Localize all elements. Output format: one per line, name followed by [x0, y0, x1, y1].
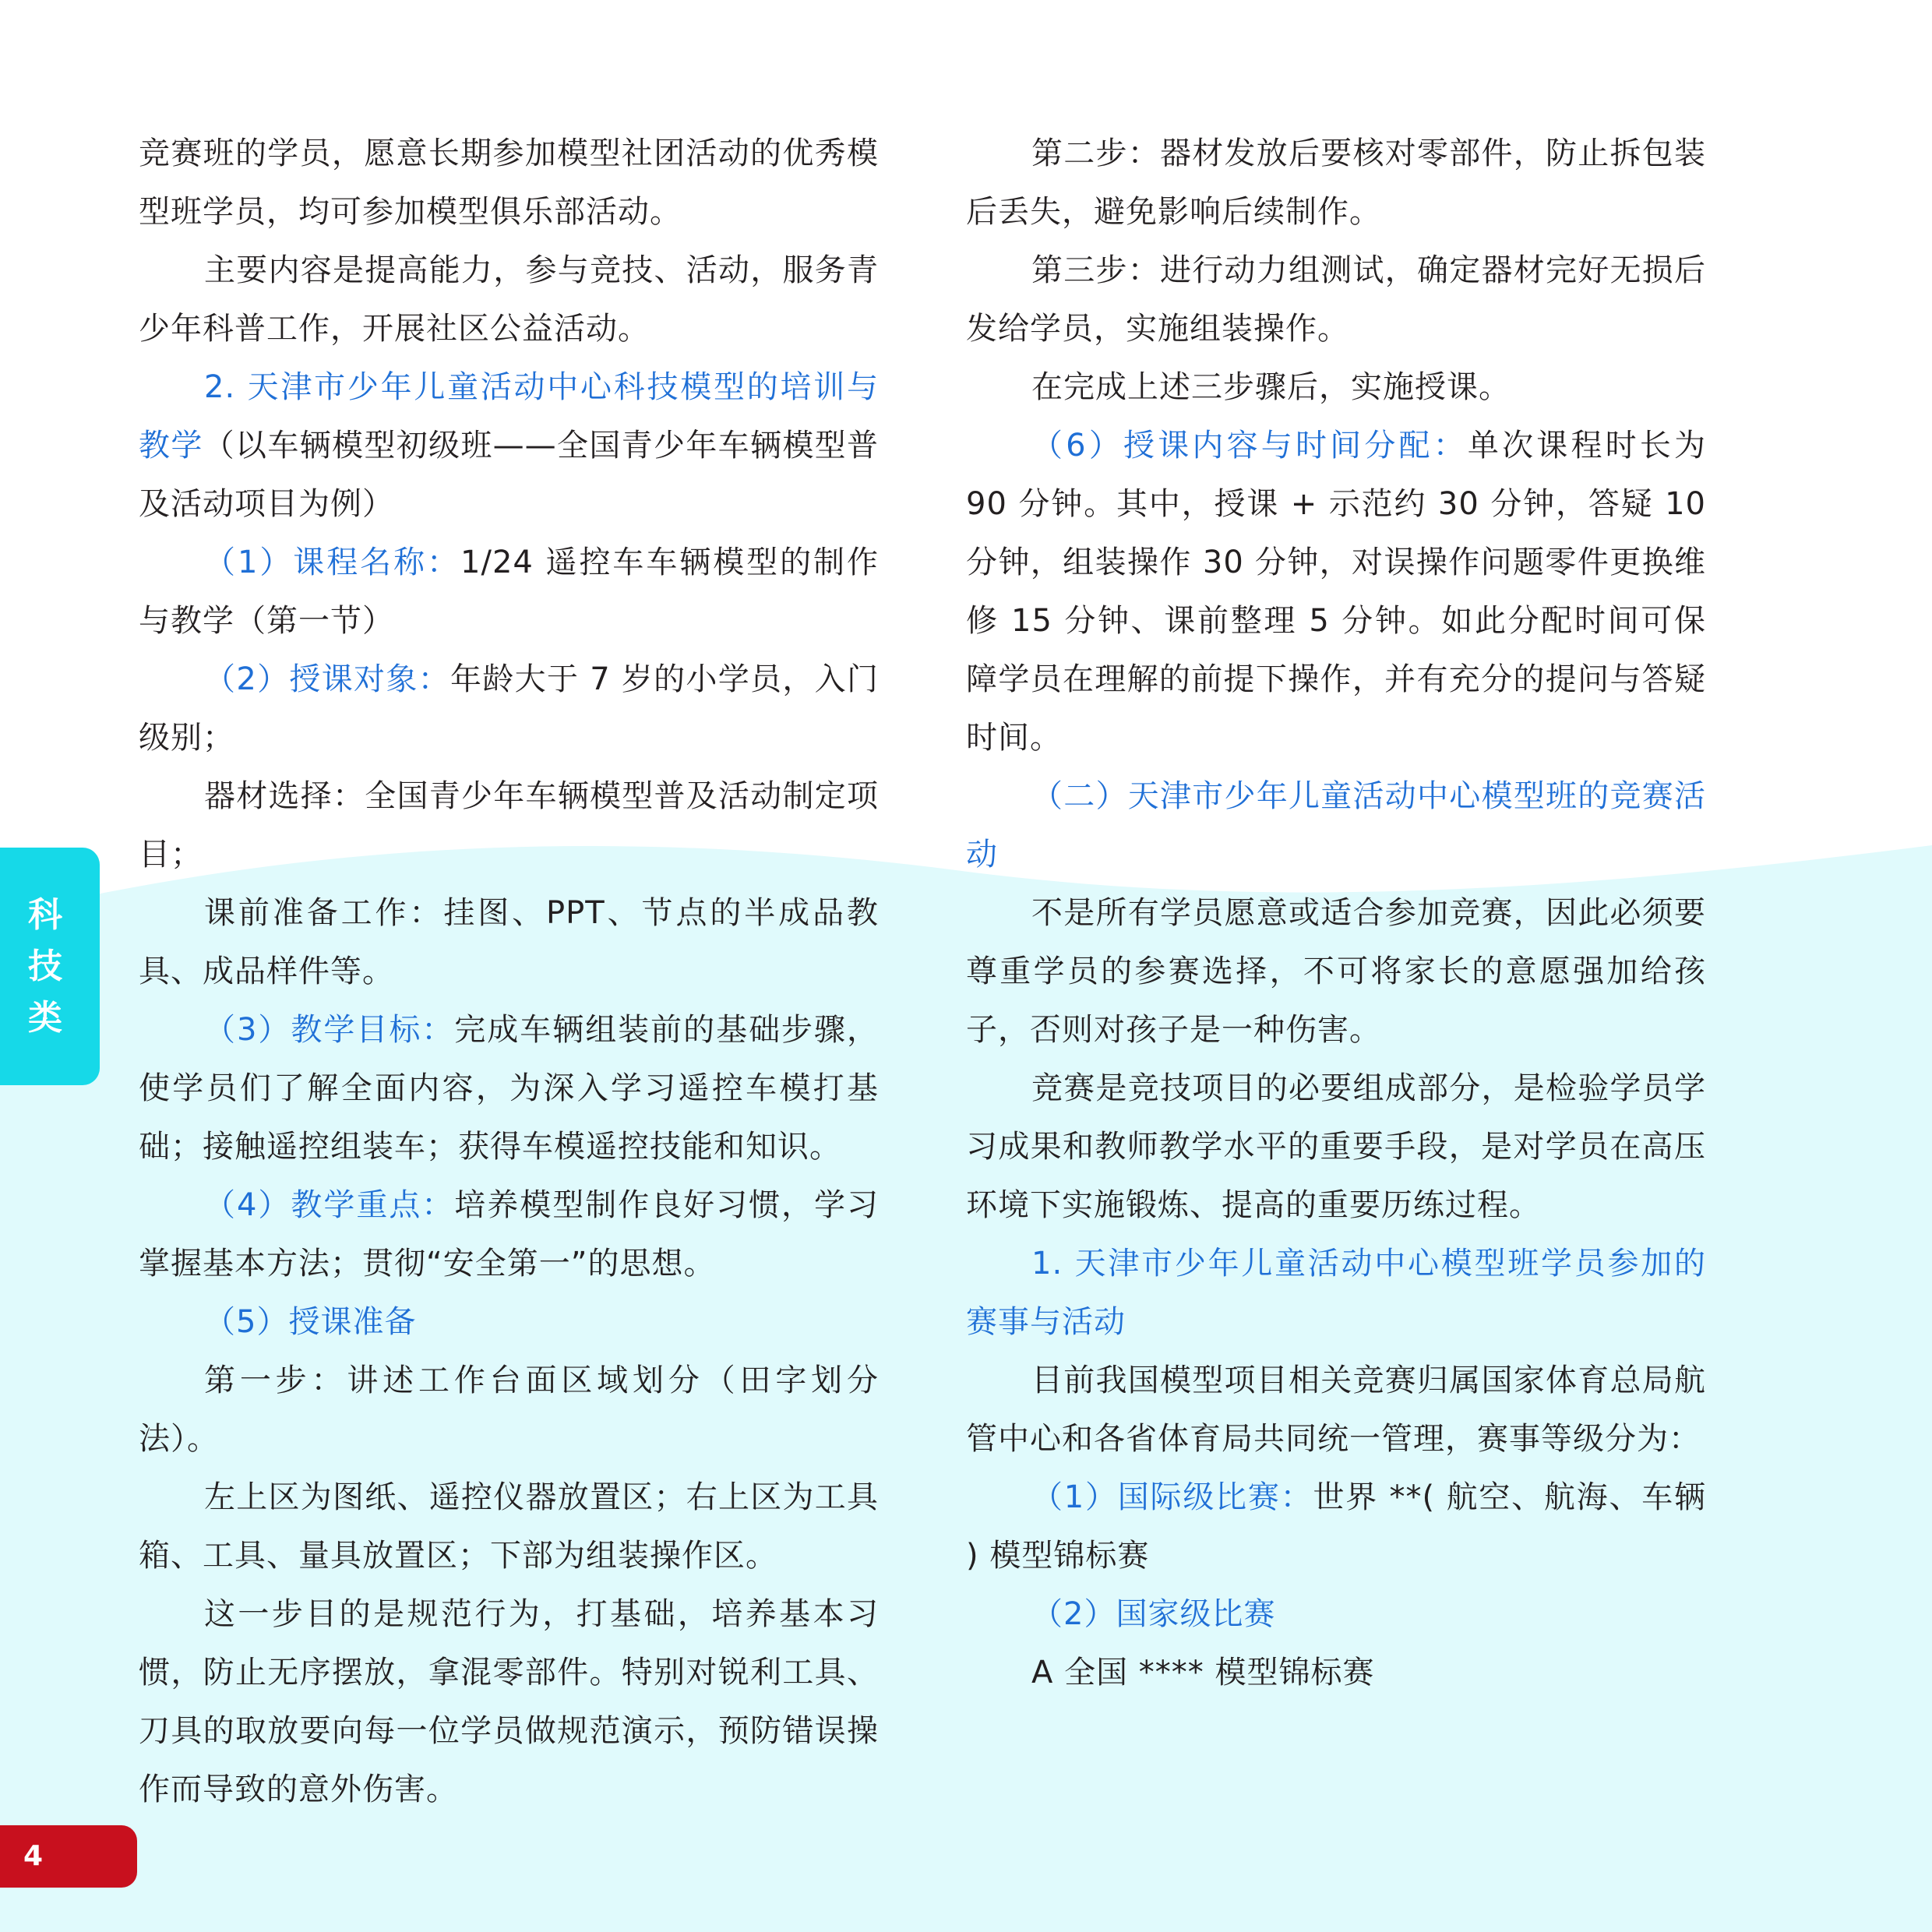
- paragraph: 左上区为图纸、遥控仪器放置区；右上区为工具箱、工具、量具放置区；下部为组装操作区。: [139, 1479, 879, 1574]
- section-heading: 2. 天津市少年儿童活动中心科技模型的培训与教学: [139, 369, 879, 464]
- item-heading: （6）授课内容与时间分配：: [1031, 428, 1468, 464]
- item-paragraph: [139, 1001, 879, 1176]
- section-paragraph: [139, 358, 879, 534]
- paragraph: 在完成上述三步骤后，实施授课。: [1031, 369, 1511, 405]
- item-body: 世界 **( 航空、航海、车辆 ) 模型锦标赛: [966, 1479, 1706, 1574]
- paragraph: 竞赛是竞技项目的必要组成部分，是检验学员学习成果和教师教学水平的重要手段，是对学员在高压环境下实施锻炼、提高的重要历练过程。: [966, 1070, 1706, 1223]
- category-char-1: 科: [28, 894, 62, 935]
- item-body: 年龄大于 7 岁的小学员，入门级别；: [139, 661, 879, 756]
- paragraph: 不是所有学员愿意或适合参加竞赛，因此必须要尊重学员的参赛选择，不可将家长的意愿强加给孩子，否则对孩子是一种伤害。: [966, 895, 1706, 1048]
- paragraph: 目前我国模型项目相关竞赛归属国家体育总局航管中心和各省体育局共同统一管理，赛事等级分为：: [966, 1363, 1706, 1457]
- paragraph: A 全国 **** 模型锦标赛: [1031, 1655, 1375, 1690]
- item-heading: （4）教学重点：: [204, 1187, 455, 1223]
- section-note: （以车辆模型初级班——全国青少年车辆模型普及活动项目为例）: [139, 428, 880, 522]
- category-char-2: 技: [28, 946, 62, 986]
- item-heading: （2）国家级比赛: [1031, 1596, 1276, 1632]
- item-paragraph: [139, 1293, 879, 1352]
- item-body: 完成车辆组装前的基础步骤，使学员们了解全面内容，为深入学习遥控车模打基础；接触遥控组装车；获得车模遥控技能和知识。: [139, 1012, 880, 1165]
- section-heading: 1. 天津市少年儿童活动中心模型班学员参加的赛事与活动: [966, 1246, 1706, 1340]
- paragraph: 器材选择：全国青少年车辆模型普及活动制定项目；: [139, 778, 879, 873]
- item-paragraph: [966, 417, 1706, 767]
- item-heading: （3）教学目标：: [204, 1012, 455, 1048]
- item-heading: （1）国际级比赛：: [1031, 1479, 1313, 1515]
- paragraph: 主要内容是提高能力，参与竞技、活动，服务青少年科普工作，开展社区公益活动。: [139, 252, 879, 347]
- paragraph: 这一步目的是规范行为，打基础，培养基本习惯，防止无序摆放，拿混零部件。特别对锐利工具、刀具的取放要向每一位学员做规范演示，预防错误操作而导致的意外伤害。: [139, 1596, 879, 1807]
- page-number: 4: [0, 1825, 137, 1888]
- item-heading: （2）授课对象：: [204, 661, 450, 697]
- item-heading: （1）课程名称：: [204, 545, 461, 580]
- paragraph: 第一步：讲述工作台面区域划分（田字划分法）。: [139, 1363, 879, 1457]
- item-body: 1/24 遥控车车辆模型的制作与教学（第一节）: [139, 545, 879, 639]
- item-paragraph: [966, 1468, 1706, 1585]
- right-column: [966, 125, 1706, 1702]
- section-heading: （二）天津市少年儿童活动中心模型班的竞赛活动: [966, 778, 1706, 873]
- category-tab: [0, 848, 100, 1085]
- item-paragraph: [139, 1176, 879, 1293]
- item-body: 单次课程时长为 90 分钟。其中，授课 + 示范约 30 分钟，答疑 10 分钟，组装操作 30 分钟，对误操作问题零件更换维修 15 分钟、课前整理 5 分钟。如此分配时间可保障学员在理解的前提下操作，并有充分的提问与答疑时间。: [966, 428, 1707, 756]
- paragraph: 竞赛班的学员，愿意长期参加模型社团活动的优秀模型班学员，均可参加模型俱乐部活动。: [139, 136, 879, 230]
- item-paragraph: [139, 650, 879, 767]
- item-paragraph: [139, 534, 879, 650]
- item-body: 培养模型制作良好习惯，学习掌握基本方法；贯彻“安全第一”的思想。: [139, 1187, 880, 1282]
- left-column: [139, 125, 879, 1819]
- paragraph: 课前准备工作：挂图、PPT、节点的半成品教具、成品样件等。: [139, 895, 879, 989]
- category-char-3: 类: [28, 997, 62, 1038]
- paragraph: 第二步：器材发放后要核对零部件，防止拆包装后丢失，避免影响后续制作。: [966, 136, 1706, 230]
- paragraph: 第三步：进行动力组测试，确定器材完好无损后发给学员，实施组装操作。: [966, 252, 1706, 347]
- item-heading: （5）授课准备: [204, 1304, 417, 1340]
